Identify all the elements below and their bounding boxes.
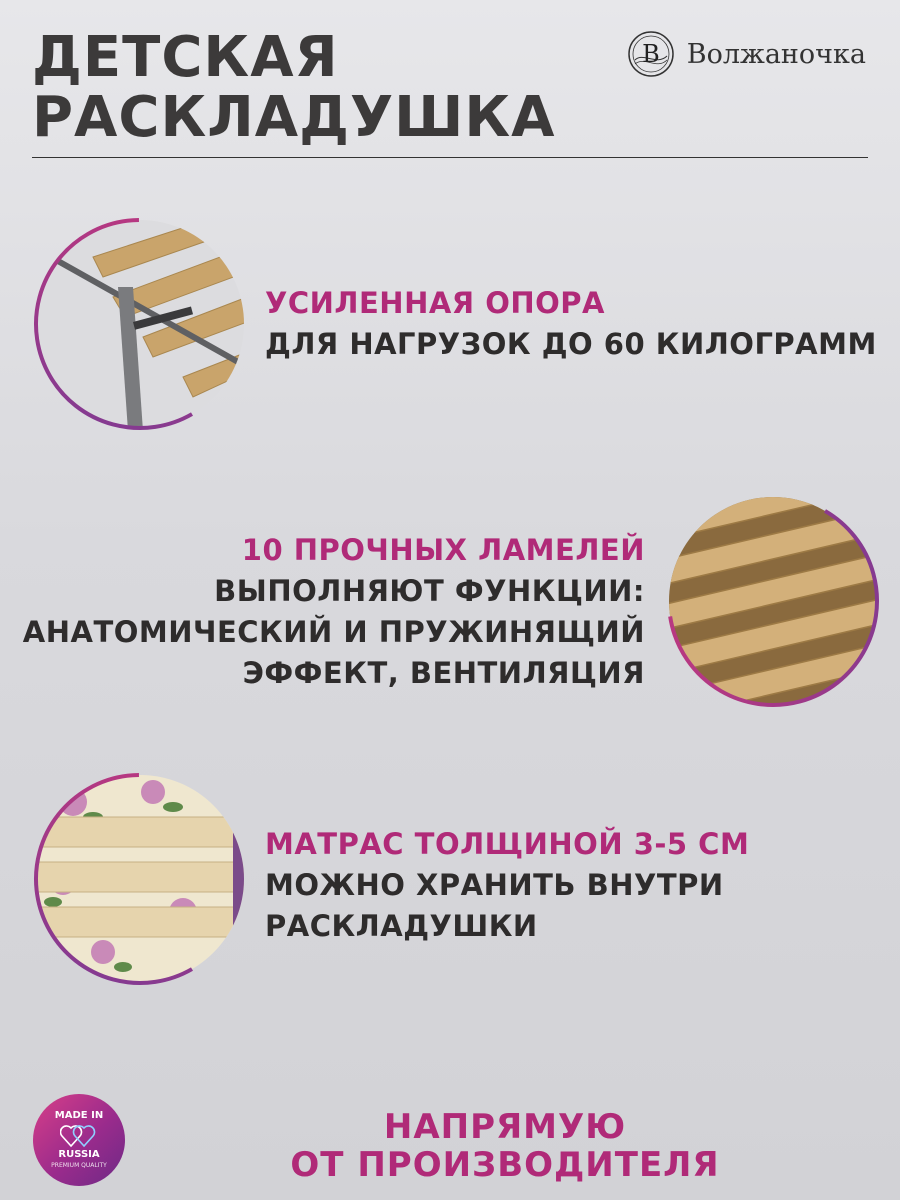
page-title xyxy=(32,25,556,150)
badge-line-2: RUSSIA xyxy=(58,1149,100,1160)
header-divider xyxy=(32,157,868,158)
direct-from-manufacturer xyxy=(170,1108,840,1184)
badge-line-1: MADE IN xyxy=(54,1110,104,1121)
feature-slats xyxy=(23,530,645,694)
made-in-russia-badge xyxy=(33,1094,125,1186)
feature-mattress-highlight: МАТРАС ТОЛЩИНОЙ 3-5 СМ xyxy=(265,827,750,861)
brand-emblem-icon xyxy=(627,30,675,78)
feature-support-highlight: УСИЛЕННАЯ ОПОРА xyxy=(265,286,605,320)
feature-slats-highlight: 10 ПРОЧНЫХ ЛАМЕЛЕЙ xyxy=(241,533,645,567)
slats-photo xyxy=(666,494,880,708)
feature-mattress xyxy=(265,824,749,947)
title-line-2: РАСКЛАДУШКА xyxy=(32,85,556,150)
feature-support-text: ДЛЯ НАГРУЗОК ДО 60 КИЛОГРАММ xyxy=(265,327,877,361)
feature-mattress-text-1: МОЖНО ХРАНИТЬ ВНУТРИ xyxy=(265,868,724,902)
feature-support xyxy=(265,283,877,365)
feature-mattress-text-2: РАСКЛАДУШКИ xyxy=(265,909,538,943)
hearts-icon xyxy=(60,1122,98,1148)
cta-line-2: ОТ ПРОИЗВОДИТЕЛЯ xyxy=(290,1145,720,1185)
brand-logo xyxy=(627,30,866,78)
mattress-photo xyxy=(33,772,247,986)
cta-line-1: НАПРЯМУЮ xyxy=(383,1107,627,1147)
badge-line-3: PREMIUM QUALITY xyxy=(51,1162,107,1169)
feature-slats-text-2: АНАТОМИЧЕСКИЙ И ПРУЖИНЯЩИЙ xyxy=(22,615,645,649)
title-line-1: ДЕТСКАЯ xyxy=(32,25,339,90)
feature-slats-text-3: ЭФФЕКТ, ВЕНТИЛЯЦИЯ xyxy=(242,656,645,690)
frame-support-photo xyxy=(33,217,247,431)
brand-name: Волжаночка xyxy=(686,38,866,70)
brand-letter: В xyxy=(641,40,660,68)
feature-slats-text-1: ВЫПОЛНЯЮТ ФУНКЦИИ: xyxy=(214,574,645,608)
